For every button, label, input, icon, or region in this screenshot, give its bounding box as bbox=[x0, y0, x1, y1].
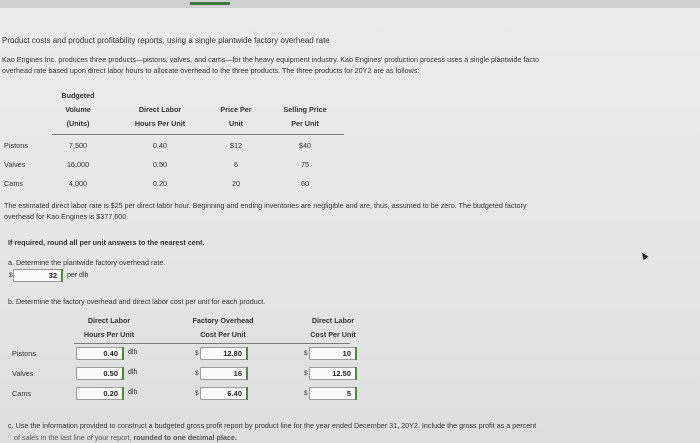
header-budgeted-volume: Budgeted Volume (Units) bbox=[61, 91, 95, 128]
header-direct-labor-hours-b: Direct Labor Hours Per Unit bbox=[83, 316, 135, 339]
currency-symbol: $ bbox=[195, 350, 199, 357]
labor-cost-input[interactable]: 5 bbox=[309, 387, 357, 400]
cell-volume: 4,000 bbox=[68, 179, 88, 188]
row-label: Pistons bbox=[12, 349, 36, 358]
top-toolbar bbox=[0, 0, 700, 8]
part-a-question: a. Determine the plantwide factory overhead rate. bbox=[8, 258, 166, 267]
direct-labor-hours-input[interactable]: 0.50 bbox=[76, 367, 124, 380]
currency-symbol: $ bbox=[304, 350, 308, 357]
overhead-rate-unit: per dlh bbox=[67, 272, 89, 279]
problem-title: Product costs and product profitability reports, using a single plantwide factory overhead rate bbox=[2, 36, 330, 45]
part-c-question: c. Use the information provided to construct a budgeted gross profit report by product line for the year ended December 31, 20Y2. Include the gross profit as a percent bbox=[8, 421, 537, 430]
currency-symbol: $ bbox=[304, 390, 308, 397]
table2-header-rule bbox=[74, 343, 350, 344]
toolbar-indicator bbox=[190, 2, 230, 5]
overhead-rate-input[interactable]: 32 bbox=[13, 269, 63, 282]
currency-symbol: $ bbox=[9, 272, 13, 279]
rate-line-1: The estimated direct labor rate is $25 per direct labor hour. Beginning and ending inventories are negligible and are, thus, assumed to be zero. The budgeted factory bbox=[4, 201, 527, 210]
intro-line-2: overhead rate based upon direct labor hours to allocate overhead to the three products. The three products for 20Y2 are as follows: bbox=[2, 66, 420, 75]
answer-correct-marker bbox=[122, 347, 124, 360]
header-price-per-unit: Price Per Unit bbox=[220, 105, 252, 128]
labor-cost-input[interactable]: 12.50 bbox=[309, 367, 357, 380]
cell-price: $12 bbox=[229, 141, 243, 150]
cell-price: 20 bbox=[231, 179, 241, 188]
answer-correct-marker bbox=[246, 347, 248, 360]
overhead-cost-input[interactable]: 6.40 bbox=[200, 387, 248, 400]
cell-selling-price: $40 bbox=[298, 141, 312, 150]
cell-selling-price: 60 bbox=[300, 179, 310, 188]
cell-hours: 0.20 bbox=[152, 179, 168, 188]
answer-correct-marker bbox=[61, 269, 63, 282]
currency-symbol: $ bbox=[195, 390, 199, 397]
part-c-question-cont: of sales in the last line of your report, rounded to one decimal place. bbox=[14, 433, 237, 442]
row-label: Pistons bbox=[4, 141, 28, 150]
rate-line-2: overhead for Kao Engines is $377,600. bbox=[4, 212, 129, 221]
header-selling-price: Selling Price Per Unit bbox=[283, 105, 327, 128]
cell-volume: 16,000 bbox=[66, 160, 90, 169]
answer-correct-marker bbox=[355, 347, 357, 360]
overhead-cost-input[interactable]: 16 bbox=[200, 367, 248, 380]
header-factory-overhead-cost: Factory Overhead Cost Per Unit bbox=[192, 316, 254, 339]
row-label: Valves bbox=[12, 369, 34, 378]
hours-unit: dlh bbox=[128, 389, 138, 396]
labor-cost-input[interactable]: 10 bbox=[309, 347, 357, 360]
cell-selling-price: 75 bbox=[300, 160, 310, 169]
answer-correct-marker bbox=[122, 387, 124, 400]
rounding-instruction: If required, round all per unit answers to the nearest cent. bbox=[8, 238, 205, 247]
overhead-cost-input[interactable]: 12.80 bbox=[200, 347, 248, 360]
row-label: Cams bbox=[4, 179, 24, 188]
cell-hours: 0.40 bbox=[152, 141, 168, 150]
currency-symbol: $ bbox=[195, 370, 199, 377]
answer-correct-marker bbox=[122, 367, 124, 380]
hours-unit: dlh bbox=[128, 349, 138, 356]
answer-correct-marker bbox=[355, 367, 357, 380]
direct-labor-hours-input[interactable]: 0.40 bbox=[76, 347, 124, 360]
answer-correct-marker bbox=[355, 387, 357, 400]
part-b-question: b. Determine the factory overhead and direct labor cost per unit for each product. bbox=[8, 297, 266, 306]
table1-header-rule bbox=[52, 134, 344, 135]
currency-symbol: $ bbox=[304, 370, 308, 377]
cell-hours: 0.50 bbox=[152, 160, 168, 169]
cell-volume: 7,500 bbox=[68, 141, 88, 150]
direct-labor-hours-input[interactable]: 0.20 bbox=[76, 387, 124, 400]
row-label: Cams bbox=[12, 389, 32, 398]
cell-price: 6 bbox=[233, 160, 239, 169]
intro-line-1: Kao Engines Inc. produces three products—pistons, valves, and cams—for the heavy equipment industry. Kao Engines' production process uses a single plantwide facto bbox=[2, 55, 540, 64]
mouse-cursor-icon bbox=[640, 251, 649, 260]
answer-correct-marker bbox=[246, 367, 248, 380]
header-direct-labor-cost: Direct Labor Cost Per Unit bbox=[310, 316, 356, 339]
answer-correct-marker bbox=[246, 387, 248, 400]
row-label: Valves bbox=[4, 160, 26, 169]
hours-unit: dlh bbox=[128, 369, 138, 376]
header-direct-labor-hours: Direct Labor Hours Per Unit bbox=[134, 105, 186, 128]
